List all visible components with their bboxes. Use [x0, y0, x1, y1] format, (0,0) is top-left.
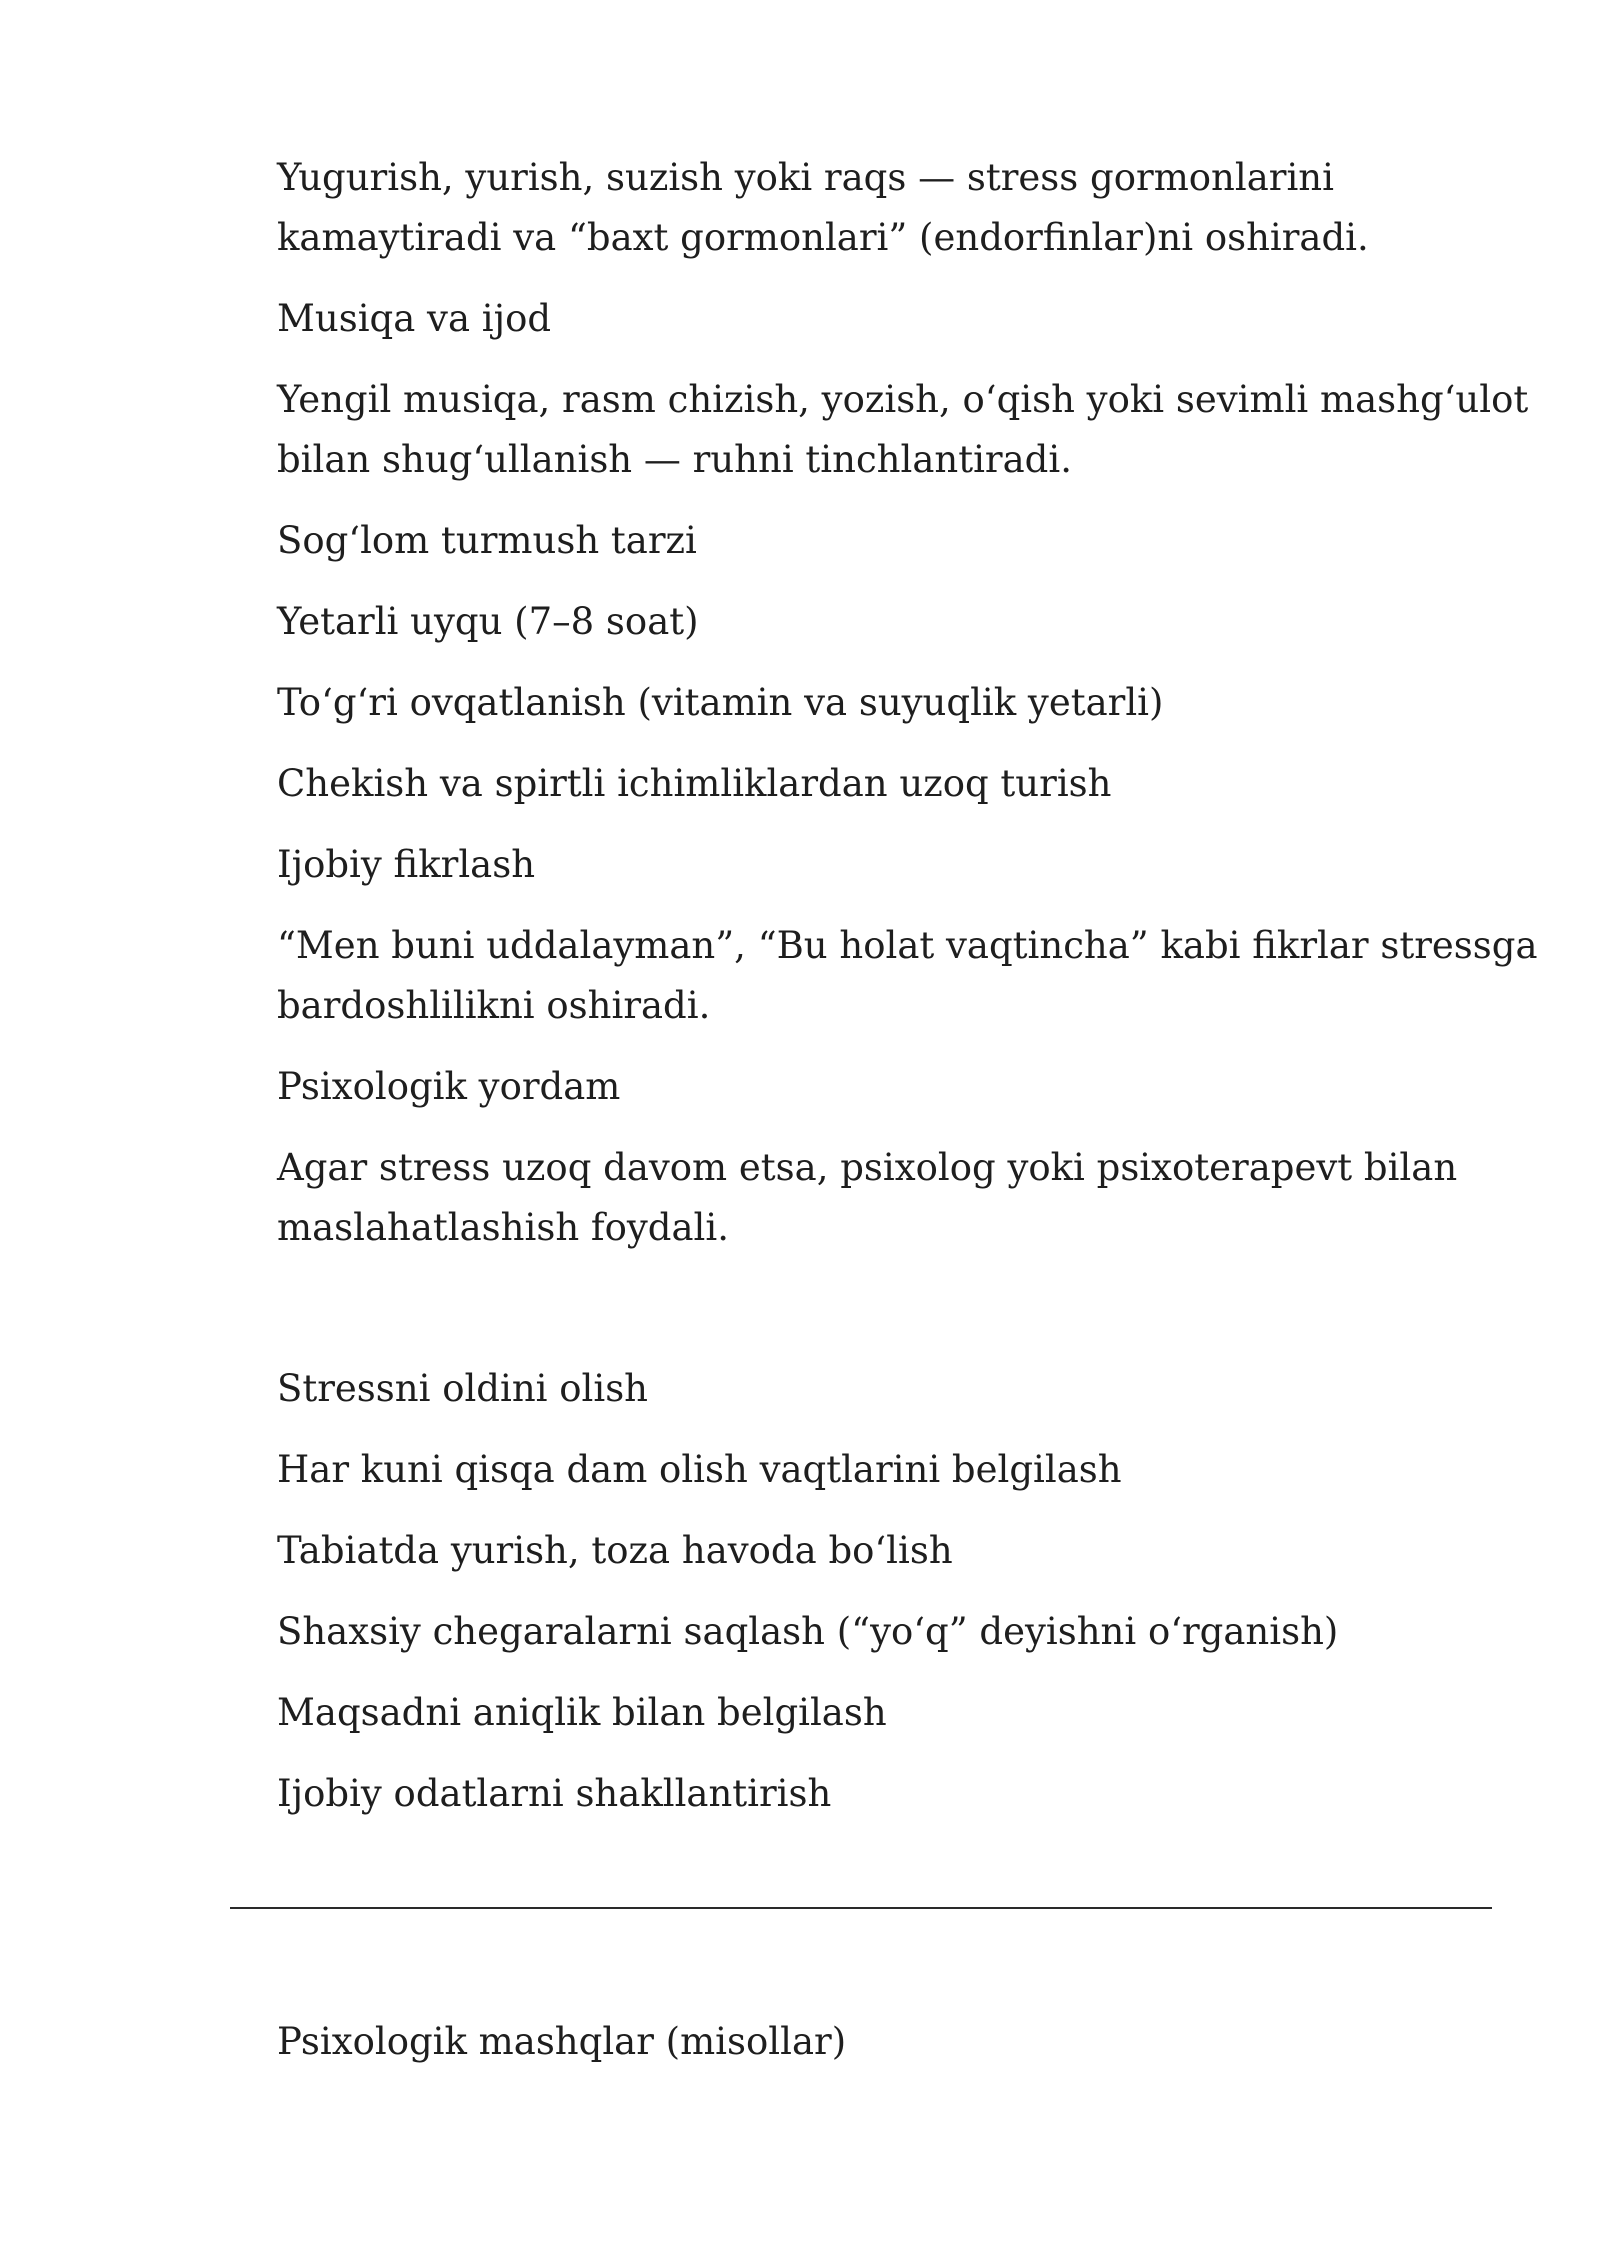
text-line: Yengil musiqa, rasm chizish, yozish, o‘qish yoki sevimli mashg‘ulot [277, 378, 1529, 421]
horizontal-rule [230, 1907, 1492, 1909]
list-item: Yetarli uyqu (7–8 soat) [277, 600, 699, 643]
list-item: Har kuni qisqa dam olish vaqtlarini belgilash [277, 1448, 1122, 1491]
heading-exercises: Psixologik mashqlar (misollar) [277, 2020, 847, 2063]
heading-thinking: Ijobiy fikrlash [277, 843, 536, 886]
paragraph-help [277, 1138, 1497, 1258]
paragraph-music [277, 370, 1529, 490]
heading-music: Musiqa va ijod [277, 297, 552, 340]
list-item: Tabiatda yurish, toza havoda bo‘lish [277, 1529, 953, 1572]
text-line: Agar stress uzoq davom etsa, psixolog yoki psixoterapevt bilan [277, 1146, 1458, 1189]
heading-help: Psixologik yordam [277, 1065, 621, 1108]
text-line: “Men buni uddalayman”, “Bu holat vaqtincha” kabi fikrlar stressga [277, 924, 1538, 967]
text-line: maslahatlashish foydali. [277, 1206, 729, 1249]
list-item: Chekish va spirtli ichimliklardan uzoq turish [277, 762, 1112, 805]
text-line: Yugurish, yurish, suzish yoki raqs — stress gormonlarini [277, 156, 1334, 199]
heading-prevention: Stressni oldini olish [277, 1367, 649, 1410]
text-line: kamaytiradi va “baxt gormonlari” (endorfinlar)ni oshiradi. [277, 216, 1369, 259]
list-item: Ijobiy odatlarni shakllantirish [277, 1772, 832, 1815]
list-item: To‘g‘ri ovqatlanish (vitamin va suyuqlik yetarli) [277, 681, 1164, 724]
text-line: bilan shug‘ullanish — ruhni tinchlantiradi. [277, 438, 1072, 481]
heading-lifestyle: Sog‘lom turmush tarzi [277, 519, 697, 562]
paragraph-exercise [277, 148, 1497, 268]
paragraph-thinking [277, 916, 1538, 1036]
list-item: Maqsadni aniqlik bilan belgilash [277, 1691, 887, 1734]
list-item: Shaxsiy chegaralarni saqlash (“yo‘q” deyishni o‘rganish) [277, 1610, 1339, 1653]
text-line: bardoshlilikni oshiradi. [277, 984, 711, 1027]
